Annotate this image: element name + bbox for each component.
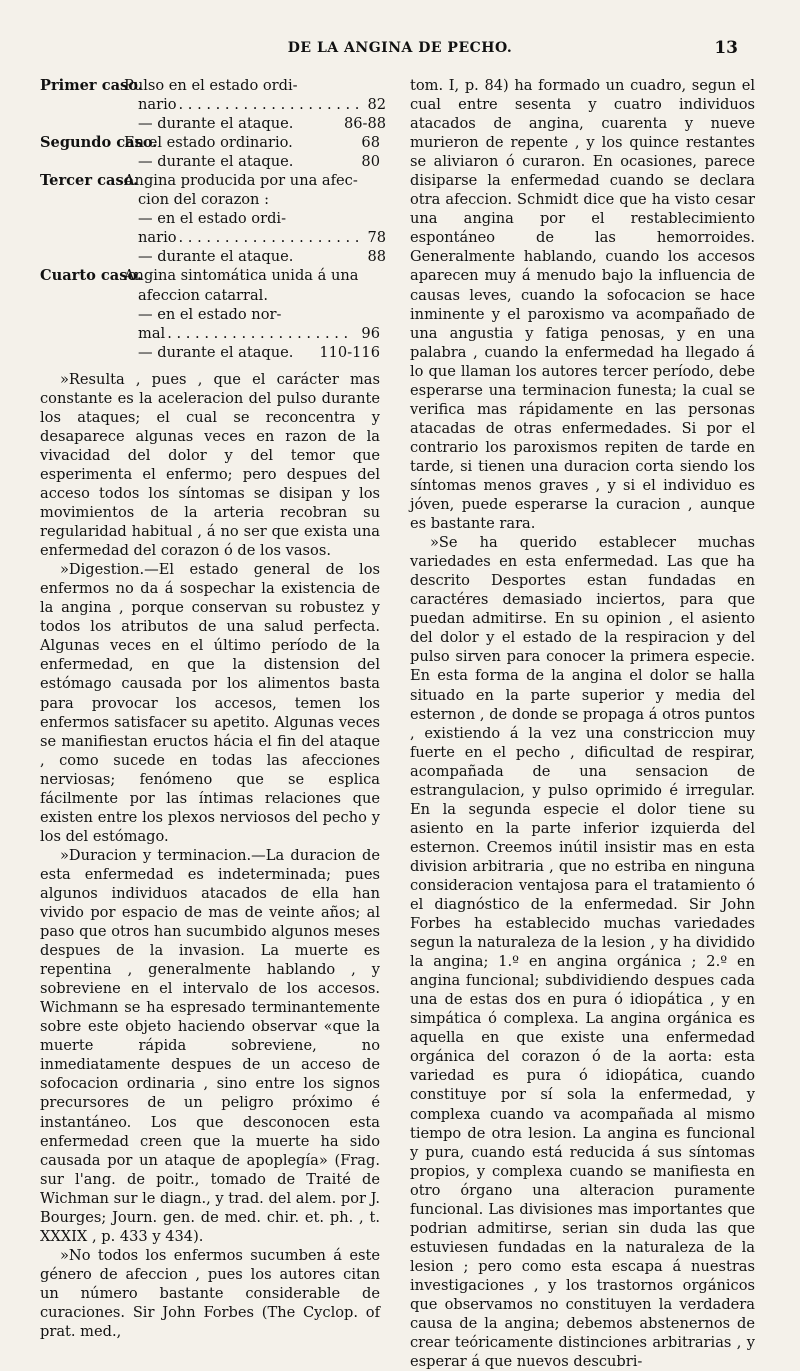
case-line-text: — durante el ataque. bbox=[138, 343, 294, 361]
leader-dots bbox=[179, 95, 360, 114]
case-entry bbox=[40, 266, 380, 361]
case-line bbox=[124, 152, 380, 171]
leader-dots bbox=[167, 324, 353, 343]
pulse-value: 80 bbox=[361, 153, 380, 171]
case-line-text: Pulso en el estado ordi- bbox=[124, 77, 298, 94]
case-title: Primer caso. bbox=[40, 77, 143, 94]
case-line bbox=[124, 343, 380, 362]
pulse-value: 68 bbox=[361, 134, 380, 152]
pulse-value: 78 bbox=[367, 229, 387, 247]
right-column-text bbox=[410, 76, 755, 1371]
case-line-text: En el estado ordinario. bbox=[124, 134, 293, 152]
case-line-text: Angina sintomática unida á una bbox=[124, 267, 359, 285]
case-body bbox=[124, 76, 386, 133]
case-line-text: mal bbox=[138, 324, 166, 342]
page-header bbox=[40, 38, 760, 64]
case-line bbox=[124, 286, 380, 305]
case-line bbox=[124, 209, 386, 228]
case-title: Tercer caso. bbox=[40, 172, 139, 190]
case-line-text: — durante el ataque. bbox=[138, 248, 294, 266]
case-entry bbox=[40, 171, 387, 266]
case-line bbox=[124, 324, 380, 343]
pulse-value: 88 bbox=[367, 248, 387, 266]
case-line bbox=[124, 114, 386, 133]
pulse-value: 96 bbox=[361, 324, 380, 342]
case-line bbox=[124, 190, 386, 209]
paragraph: »Digestion.—El estado general de los enfermos no da á sospechar la existencia de la angina , porque conservan su robustez y todos los atributos de una salud perfecta. Algunas veces en el último período de la enfermedad, en que la distension del estómago causada por los alimentos basta para provocar los accesos, temen los enfermos satisfacer su apetito. Algunas veces se manifiestan eructos hácia el fin del ataque , como sucede en todas las afecciones nerviosas; fenómeno que se esplica fácilmente por las íntimas relaciones que existen entre los plexos nerviosos del pecho y los del estómago. bbox=[40, 561, 380, 845]
case-line bbox=[124, 247, 386, 266]
left-column-text bbox=[40, 370, 380, 1341]
case-title: Segundo caso. bbox=[40, 134, 158, 152]
case-entry bbox=[40, 76, 387, 133]
case-line bbox=[124, 228, 386, 247]
case-line-text: — durante el ataque. bbox=[138, 115, 294, 133]
right-column bbox=[410, 76, 755, 1371]
case-line bbox=[124, 95, 386, 114]
pulse-value: 110-116 bbox=[319, 343, 380, 361]
paragraph: »Resulta , pues , que el carácter mas constante es la aceleracion del pulso durante los ataques; el cual se reconcentra y desaparece algunas veces en razon de la vivacidad del dolor y del temor que esperimenta el enfermo; pero despues del acceso todos los síntomas se disipan y los movimientos de la arteria recobran su regularidad habitual , á no ser que exista una enfermedad del corazon ó de los vasos. bbox=[40, 370, 380, 560]
case-body bbox=[124, 171, 386, 266]
left-column bbox=[40, 76, 387, 1341]
case-line bbox=[124, 133, 380, 152]
case-line-text: nario bbox=[138, 229, 177, 247]
leader-dots bbox=[179, 228, 360, 247]
case-line-text: nario bbox=[138, 96, 177, 114]
case-title: Cuarto caso. bbox=[40, 267, 143, 285]
case-line-text: — durante el ataque. bbox=[138, 153, 294, 171]
case-line-text: — en el estado ordi- bbox=[138, 210, 287, 228]
case-line-text: Angina producida por una afec- bbox=[124, 172, 358, 190]
paragraph: »Duracion y terminacion.—La duracion de esta enfermedad es indeterminada; pues algunos individuos atacados de ella han vivido por espacio de mas de veinte años; al paso que otros han sucumbido algunos meses despues de la invasion. La muerte es repentina , generalmente hablando , y sobreviene en el intervalo de los accesos. Wichmann se ha espresado terminantemente sobre este objeto haciendo observar «que la muerte rápida sobreviene, no inmediatamente despues de un acceso de sofocacion ordinaria , sino entre los signos precursores de un peligro próximo é instantáneo. Los que desconocen esta enfermedad creen que la muerte ha sido causada por un ataque de apoplegía» (Frag. sur l'ang. de poitr., tomado de Traité de Wichman sur le diagn., y trad. del alem. por J. Bourges; Journ. gen. de med. chir. et. ph. , t. XXXIX , p. 433 y 434). bbox=[40, 846, 380, 1245]
paragraph: »No todos los enfermos sucumben á este género de afeccion , pues los autores citan un número bastante considerable de curaciones. Sir John Forbes (The Cyclop. of prat. med., bbox=[40, 1246, 380, 1341]
page-number: 13 bbox=[714, 38, 738, 58]
paragraph: »Se ha querido establecer muchas variedades en esta enfermedad. Las que ha descrito Desportes estan fundadas en caractéres demasiado inciertos, para que puedan admitirse. En su opinion , el asiento del dolor y el estado de la respiracion y del pulso sirven para conocer la primera especie. En esta forma de la angina el dolor se halla situado en la parte superior y media del esternon , de donde se propaga á otros puntos , existiendo á la vez una constriccion muy fuerte en el pecho , dificultad de respirar, acompañada de una sensacion de estrangulacion, y pulso oprimido é irregular. En la segunda especie el dolor tiene su asiento en la parte inferior izquierda del esternon. Creemos inútil insistir mas en esta division arbitraria , que no estriba en ninguna consideracion ventajosa para el tratamiento ó el diagnóstico de la enfermedad. Sir John Forbes ha establecido muchas variedades segun la naturaleza de la lesion , y ha dividido la angina; 1.º en angina orgánica ; 2.º en angina funcional; subdividiendo despues cada una de estas dos en pura ó idiopática , y en simpática ó complexa. La angina orgánica es aquella en que existe una enfermedad orgánica del corazon ó de la aorta: esta variedad es pura ó idiopática, cuando constituye por sí sola la enfermedad, y complexa cuando va acompañada al mismo tiempo de otra lesion. La angina es funcional y pura, cuando está reducida á sus síntomas propios, y complexa cuando se manifiesta en otro órgano una alteracion puramente funcional. Las divisiones mas importantes que podrian admitirse, serian sin duda las que estuviesen fundadas en la naturaleza de la lesion ; pero como esta escapa á nuestras investigaciones , y los trastornos orgánicos que observamos no constituyen la verdadera causa de la angina; debemos abstenernos de crear teóricamente distinciones arbitrarias , y esperar á que nuevos descubri- bbox=[410, 534, 755, 1371]
case-line bbox=[124, 266, 380, 285]
case-line bbox=[124, 305, 380, 324]
case-line-text: afeccion catarral. bbox=[138, 286, 268, 304]
pulse-value: 86-88 bbox=[343, 115, 387, 133]
case-line-text: cion del corazon : bbox=[138, 191, 270, 209]
case-entry bbox=[40, 133, 380, 171]
case-body bbox=[124, 133, 380, 171]
running-head: DE LA ANGINA DE PECHO. bbox=[287, 40, 513, 56]
case-line bbox=[124, 171, 386, 190]
pulse-value: 82 bbox=[367, 96, 387, 114]
case-line-text: — en el estado nor- bbox=[138, 305, 282, 323]
paragraph: tom. I, p. 84) ha formado un cuadro, segun el cual entre sesenta y cuatro individuos atacados de angina, cuarenta y nueve murieron de repente , y los quince restantes se aliviaron ó curaron. En ocasiones, parece disiparse la enfermedad cuando se declara otra afeccion. Schmidt dice que ha visto cesar una angina por el restablecimiento espontáneo de las hemorroides. Generalmente hablando, cuando los accesos aparecen muy á menudo bajo la influencia de causas leves, cuando la sofocacion se hace inminente y el paroxismo va acompañado de una angustia y fatiga penosas, y en una palabra , cuando la enfermedad ha llegado á lo que llaman los autores tercer período, debe esperarse una terminacion funesta; la cual se verifica mas rápidamente en las personas atacadas de otras enfermedades. Si por el contrario los paroxismos repiten de tarde en tarde, si tienen una duracion corta siendo los síntomas menos graves , y si el individuo es jóven, puede esperarse la curacion , aunque es bastante rara. bbox=[410, 77, 755, 533]
case-body bbox=[124, 266, 380, 361]
pulse-cases-list bbox=[40, 76, 387, 362]
case-line bbox=[124, 76, 386, 95]
